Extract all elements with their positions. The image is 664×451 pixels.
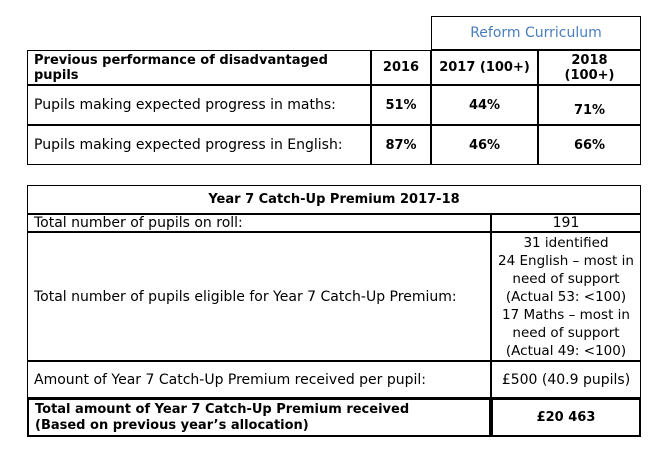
maths-2017-value: 44% <box>431 85 538 125</box>
premium-per-pupil-label: Amount of Year 7 Catch-Up Premium received per pupil: <box>27 361 491 398</box>
english-2016-value: 87% <box>371 125 431 165</box>
column-header-2017: 2017 (100+) <box>431 50 538 85</box>
pupils-on-roll-label: Total number of pupils on roll: <box>27 214 491 232</box>
total-premium-value: £20 463 <box>491 398 641 437</box>
total-premium-label: Total amount of Year 7 Catch-Up Premium received (Based on previous year’s allocation) <box>27 398 491 437</box>
english-2017-value: 46% <box>431 125 538 165</box>
maths-2016-value: 51% <box>371 85 431 125</box>
row-label-maths: Pupils making expected progress in maths: <box>27 85 371 125</box>
eligible-pupils-value: 31 identified 24 English – most in need of support (Actual 53: <100) 17 Maths – most in need of support (Actual 49: <100) <box>491 232 641 361</box>
pupils-on-roll-value: 191 <box>491 214 641 232</box>
premium-per-pupil-value: £500 (40.9 pupils) <box>491 361 641 398</box>
english-2018-value: 66% <box>538 125 641 165</box>
eligible-pupils-label: Total number of pupils eligible for Year 7 Catch-Up Premium: <box>27 232 491 361</box>
column-header-2016: 2016 <box>371 50 431 85</box>
maths-2018-value: 71% <box>538 85 641 125</box>
column-header-2018: 2018 (100+) <box>538 50 641 85</box>
catchup-table-title: Year 7 Catch-Up Premium 2017-18 <box>27 185 641 214</box>
reform-curriculum-header: Reform Curriculum <box>431 16 641 50</box>
column-header-previous-performance: Previous performance of disadvantaged pupils <box>27 50 371 85</box>
row-label-english: Pupils making expected progress in English: <box>27 125 371 165</box>
